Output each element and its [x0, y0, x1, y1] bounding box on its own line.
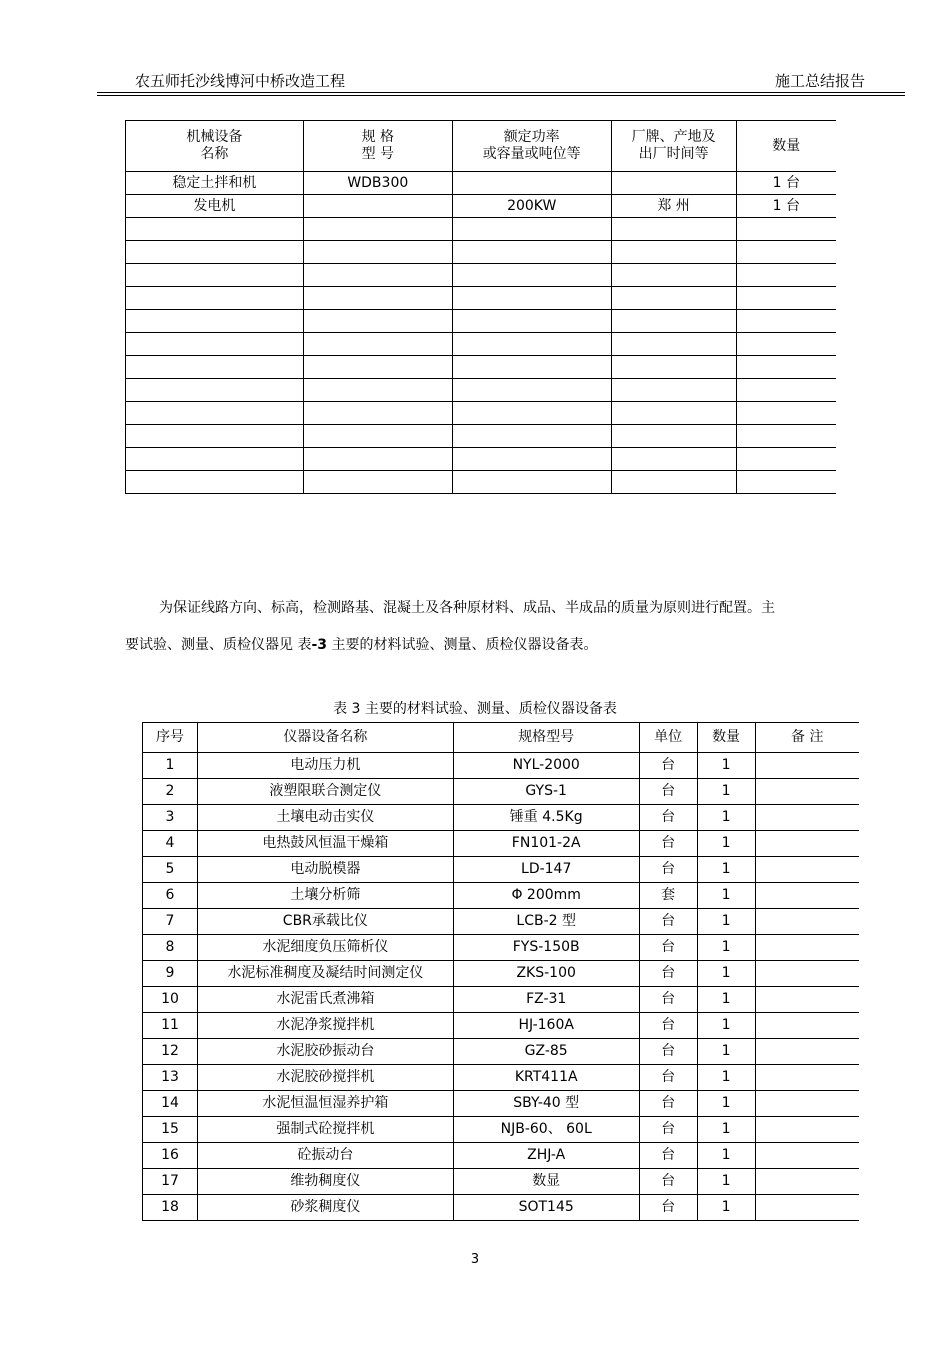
- instrument-cell: 台: [639, 1117, 697, 1143]
- instrument-cell: 9: [143, 961, 198, 987]
- machinery-cell: 200KW: [452, 195, 611, 218]
- machinery-cell: [303, 425, 452, 448]
- instrument-cell: HJ-160A: [453, 1013, 639, 1039]
- machinery-cell: [303, 310, 452, 333]
- instrument-cell: 水泥雷氏煮沸箱: [197, 987, 453, 1013]
- machinery-row: [126, 241, 837, 264]
- header-project-title: 农五师托沙线博河中桥改造工程: [135, 72, 346, 90]
- instrument-row: [143, 831, 860, 857]
- instrument-cell: 1: [697, 1117, 755, 1143]
- instrument-row: [143, 987, 860, 1013]
- instrument-cell: 12: [143, 1039, 198, 1065]
- machinery-header-cell: [736, 121, 836, 172]
- instrument-cell: 1: [697, 831, 755, 857]
- machinery-header-cell: [303, 121, 452, 172]
- machinery-cell: [452, 241, 611, 264]
- header-line: 型 号: [361, 146, 395, 162]
- instrument-header-cell: 规格型号: [453, 723, 639, 753]
- instrument-cell: 1: [697, 857, 755, 883]
- instrument-row: [143, 1169, 860, 1195]
- machinery-row: [126, 287, 837, 310]
- instrument-row: [143, 961, 860, 987]
- instrument-cell: 1: [697, 805, 755, 831]
- instrument-cell: 电热鼓风恒温干燥箱: [197, 831, 453, 857]
- instrument-cell: [755, 935, 859, 961]
- machinery-cell: [126, 310, 304, 333]
- instrument-cell: GYS-1: [453, 779, 639, 805]
- machinery-cell: [126, 356, 304, 379]
- instrument-cell: 砂浆稠度仪: [197, 1195, 453, 1221]
- instrument-cell: [755, 987, 859, 1013]
- instrument-header-cell: 数量: [697, 723, 755, 753]
- instrument-cell: 1: [697, 961, 755, 987]
- instrument-cell: 水泥标准稠度及凝结时间测定仪: [197, 961, 453, 987]
- machinery-cell: [303, 333, 452, 356]
- instrument-row: [143, 753, 860, 779]
- machinery-cell: [452, 379, 611, 402]
- instrument-row: [143, 1091, 860, 1117]
- header-line: 数量: [772, 137, 801, 154]
- instrument-cell: 1: [697, 987, 755, 1013]
- instrument-cell: CBR承载比仪: [197, 909, 453, 935]
- machinery-cell: [611, 356, 736, 379]
- instrument-row: [143, 1013, 860, 1039]
- instrument-cell: 4: [143, 831, 198, 857]
- machinery-table: [125, 120, 836, 494]
- machinery-cell: [736, 264, 836, 287]
- header-rule-2: [97, 95, 905, 96]
- instrument-cell: FZ-31: [453, 987, 639, 1013]
- instrument-cell: 1: [697, 1039, 755, 1065]
- machinery-cell: [452, 287, 611, 310]
- machinery-cell: 1 台: [736, 172, 836, 195]
- instrument-cell: 台: [639, 961, 697, 987]
- machinery-cell: [452, 425, 611, 448]
- instrument-cell: 液塑限联合测定仪: [197, 779, 453, 805]
- machinery-cell: [736, 425, 836, 448]
- instrument-cell: SBY-40 型: [453, 1091, 639, 1117]
- instrument-header-cell: 序号: [143, 723, 198, 753]
- instrument-cell: 台: [639, 1169, 697, 1195]
- machinery-cell: [303, 264, 452, 287]
- instrument-cell: [755, 1013, 859, 1039]
- machinery-header-cell: [126, 121, 304, 172]
- machinery-cell: [611, 402, 736, 425]
- table-ref-number: -3: [311, 637, 328, 653]
- machinery-cell: [303, 287, 452, 310]
- machinery-cell: [126, 379, 304, 402]
- instrument-cell: 1: [697, 909, 755, 935]
- instrument-cell: LCB-2 型: [453, 909, 639, 935]
- instrument-cell: 土壤电动击实仪: [197, 805, 453, 831]
- machinery-cell: [452, 471, 611, 494]
- machinery-row: [126, 471, 837, 494]
- instrument-cell: 砼振动台: [197, 1143, 453, 1169]
- machinery-cell: [611, 448, 736, 471]
- instrument-header-cell: 单位: [639, 723, 697, 753]
- instrument-cell: [755, 909, 859, 935]
- header-line: 规 格: [361, 129, 395, 146]
- instrument-cell: 水泥胶砂振动台: [197, 1039, 453, 1065]
- machinery-cell: [126, 264, 304, 287]
- instrument-cell: 台: [639, 1065, 697, 1091]
- instrument-cell: 水泥恒温恒湿养护箱: [197, 1091, 453, 1117]
- instrument-cell: LD-147: [453, 857, 639, 883]
- instrument-row: [143, 1065, 860, 1091]
- instrument-row: [143, 1039, 860, 1065]
- instrument-row: [143, 857, 860, 883]
- machinery-cell: [126, 448, 304, 471]
- instrument-cell: FN101-2A: [453, 831, 639, 857]
- machinery-cell: [736, 241, 836, 264]
- machinery-cell: [611, 172, 736, 195]
- instrument-row: [143, 909, 860, 935]
- machinery-cell: [126, 425, 304, 448]
- instrument-cell: 台: [639, 1013, 697, 1039]
- instrument-cell: [755, 1169, 859, 1195]
- machinery-row: [126, 425, 837, 448]
- instrument-cell: 5: [143, 857, 198, 883]
- instrument-cell: 水泥净浆搅拌机: [197, 1013, 453, 1039]
- instrument-cell: [755, 1091, 859, 1117]
- machinery-cell: [303, 218, 452, 241]
- machinery-cell: [736, 448, 836, 471]
- instrument-cell: 10: [143, 987, 198, 1013]
- machinery-cell: [452, 264, 611, 287]
- machinery-cell: [452, 310, 611, 333]
- machinery-cell: [126, 471, 304, 494]
- machinery-cell: [611, 264, 736, 287]
- table-caption: 表 3 主要的材料试验、测量、质检仪器设备表: [333, 701, 617, 717]
- machinery-cell: [611, 333, 736, 356]
- instrument-cell: 强制式砼搅拌机: [197, 1117, 453, 1143]
- instrument-cell: [755, 1143, 859, 1169]
- machinery-row: [126, 402, 837, 425]
- machinery-cell: [303, 241, 452, 264]
- machinery-cell: [736, 310, 836, 333]
- instrument-cell: 土壤分析筛: [197, 883, 453, 909]
- instrument-cell: 2: [143, 779, 198, 805]
- machinery-row: [126, 448, 837, 471]
- instrument-cell: 水泥细度负压筛析仪: [197, 935, 453, 961]
- instrument-header-cell: 仪器设备名称: [197, 723, 453, 753]
- instrument-header-cell: 备 注: [755, 723, 859, 753]
- page-number: 3: [470, 1252, 480, 1267]
- instrument-cell: ZKS-100: [453, 961, 639, 987]
- instrument-cell: NYL-2000: [453, 753, 639, 779]
- instrument-cell: 水泥胶砂搅拌机: [197, 1065, 453, 1091]
- machinery-header-cell: [611, 121, 736, 172]
- instrument-cell: 台: [639, 831, 697, 857]
- machinery-row: [126, 379, 837, 402]
- header-line: 机械设备: [186, 129, 243, 146]
- instrument-cell: 7: [143, 909, 198, 935]
- instrument-cell: 台: [639, 805, 697, 831]
- machinery-cell: [303, 356, 452, 379]
- instrument-cell: 1: [143, 753, 198, 779]
- instrument-cell: ZHJ-A: [453, 1143, 639, 1169]
- instrument-cell: [755, 753, 859, 779]
- machinery-cell: [736, 218, 836, 241]
- instrument-cell: 8: [143, 935, 198, 961]
- header-line: 额定功率: [503, 129, 560, 146]
- instrument-cell: 1: [697, 1143, 755, 1169]
- instrument-cell: 16: [143, 1143, 198, 1169]
- instrument-cell: [755, 1065, 859, 1091]
- machinery-cell: [452, 356, 611, 379]
- paragraph-line-2: [125, 634, 825, 654]
- paragraph-line-2-tail: 主要的材料试验、测量、质检仪器设备表。: [327, 637, 598, 653]
- machinery-cell: 郑 州: [611, 195, 736, 218]
- instrument-cell: 电动脱模器: [197, 857, 453, 883]
- machinery-cell: [611, 379, 736, 402]
- header-line: 厂牌、产地及: [631, 129, 716, 146]
- instrument-cell: 台: [639, 1143, 697, 1169]
- machinery-cell: [611, 241, 736, 264]
- machinery-cell: [126, 287, 304, 310]
- machinery-cell: [126, 333, 304, 356]
- machinery-cell: [452, 402, 611, 425]
- instrument-cell: 锤重 4.5Kg: [453, 805, 639, 831]
- machinery-row: [126, 218, 837, 241]
- header-line: 名称: [200, 146, 229, 162]
- instrument-cell: [755, 779, 859, 805]
- machinery-cell: 稳定土拌和机: [126, 172, 304, 195]
- instrument-cell: NJB-60、 60L: [453, 1117, 639, 1143]
- instrument-cell: 1: [697, 1195, 755, 1221]
- machinery-cell: [452, 172, 611, 195]
- machinery-cell: [736, 379, 836, 402]
- instrument-cell: 台: [639, 1195, 697, 1221]
- instrument-cell: KRT411A: [453, 1065, 639, 1091]
- machinery-cell: [126, 241, 304, 264]
- machinery-cell: [736, 356, 836, 379]
- machinery-cell: [303, 448, 452, 471]
- machinery-cell: [303, 471, 452, 494]
- machinery-cell: [611, 218, 736, 241]
- instrument-cell: GZ-85: [453, 1039, 639, 1065]
- machinery-cell: [303, 402, 452, 425]
- instrument-cell: 1: [697, 779, 755, 805]
- header-rule: [97, 92, 905, 93]
- instrument-cell: 17: [143, 1169, 198, 1195]
- machinery-cell: [303, 379, 452, 402]
- machinery-cell: [126, 218, 304, 241]
- instrument-cell: 台: [639, 987, 697, 1013]
- instrument-cell: [755, 883, 859, 909]
- instrument-cell: 18: [143, 1195, 198, 1221]
- header-report-title: 施工总结报告: [774, 72, 865, 90]
- instrument-row: [143, 805, 860, 831]
- instrument-cell: 台: [639, 1091, 697, 1117]
- instrument-cell: [755, 1117, 859, 1143]
- instrument-cell: SOT145: [453, 1195, 639, 1221]
- instrument-cell: [755, 961, 859, 987]
- instrument-cell: [755, 1195, 859, 1221]
- instrument-cell: 14: [143, 1091, 198, 1117]
- instrument-cell: 13: [143, 1065, 198, 1091]
- instrument-cell: 台: [639, 857, 697, 883]
- machinery-cell: [452, 218, 611, 241]
- instrument-cell: 台: [639, 779, 697, 805]
- machinery-cell: [611, 287, 736, 310]
- machinery-cell: [736, 402, 836, 425]
- machinery-cell: WDB300: [303, 172, 452, 195]
- instrument-cell: 维勃稠度仪: [197, 1169, 453, 1195]
- instrument-cell: 1: [697, 1065, 755, 1091]
- machinery-cell: [611, 310, 736, 333]
- instrument-cell: 数显: [453, 1169, 639, 1195]
- instrument-cell: 3: [143, 805, 198, 831]
- machinery-row: [126, 356, 837, 379]
- instrument-cell: 15: [143, 1117, 198, 1143]
- machinery-header-row: [126, 121, 837, 172]
- machinery-cell: [452, 333, 611, 356]
- instrument-cell: 台: [639, 909, 697, 935]
- machinery-cell: 1 台: [736, 195, 836, 218]
- machinery-cell: [611, 425, 736, 448]
- instrument-row: [143, 779, 860, 805]
- instrument-cell: 套: [639, 883, 697, 909]
- instrument-table: [142, 722, 859, 1221]
- machinery-cell: [452, 448, 611, 471]
- instrument-cell: 1: [697, 1013, 755, 1039]
- instrument-row: [143, 883, 860, 909]
- instrument-cell: [755, 857, 859, 883]
- instrument-row: [143, 1117, 860, 1143]
- machinery-row: [126, 333, 837, 356]
- paragraph-line-2-text: 要试验、测量、质检仪器见 表: [125, 637, 312, 653]
- paragraph-line-1: 为保证线路方向、标高，检测路基、混凝土及各种原材料、成品、半成品的质量为原则进行配置。主: [159, 600, 775, 616]
- machinery-cell: [736, 471, 836, 494]
- instrument-row: [143, 935, 860, 961]
- machinery-cell: [736, 333, 836, 356]
- machinery-row: [126, 172, 837, 195]
- instrument-cell: [755, 1039, 859, 1065]
- instrument-cell: 台: [639, 753, 697, 779]
- instrument-cell: 1: [697, 1169, 755, 1195]
- instrument-cell: 1: [697, 883, 755, 909]
- instrument-cell: 1: [697, 935, 755, 961]
- instrument-cell: [755, 831, 859, 857]
- instrument-cell: [755, 805, 859, 831]
- machinery-cell: [611, 471, 736, 494]
- header-line: 或容量或吨位等: [482, 146, 581, 162]
- instrument-cell: Φ 200mm: [453, 883, 639, 909]
- machinery-row: [126, 310, 837, 333]
- instrument-row: [143, 1195, 860, 1221]
- instrument-row: [143, 1143, 860, 1169]
- instrument-cell: 台: [639, 1039, 697, 1065]
- machinery-header-cell: [452, 121, 611, 172]
- instrument-cell: 1: [697, 1091, 755, 1117]
- instrument-cell: 11: [143, 1013, 198, 1039]
- machinery-row: [126, 264, 837, 287]
- machinery-cell: 发电机: [126, 195, 304, 218]
- machinery-cell: [126, 402, 304, 425]
- instrument-cell: 电动压力机: [197, 753, 453, 779]
- instrument-header-row: [143, 723, 860, 753]
- instrument-cell: 台: [639, 935, 697, 961]
- instrument-cell: 1: [697, 753, 755, 779]
- header-line: 出厂时间等: [638, 146, 709, 162]
- instrument-cell: FYS-150B: [453, 935, 639, 961]
- machinery-cell: [303, 195, 452, 218]
- machinery-cell: [736, 287, 836, 310]
- machinery-row: [126, 195, 837, 218]
- instrument-cell: 6: [143, 883, 198, 909]
